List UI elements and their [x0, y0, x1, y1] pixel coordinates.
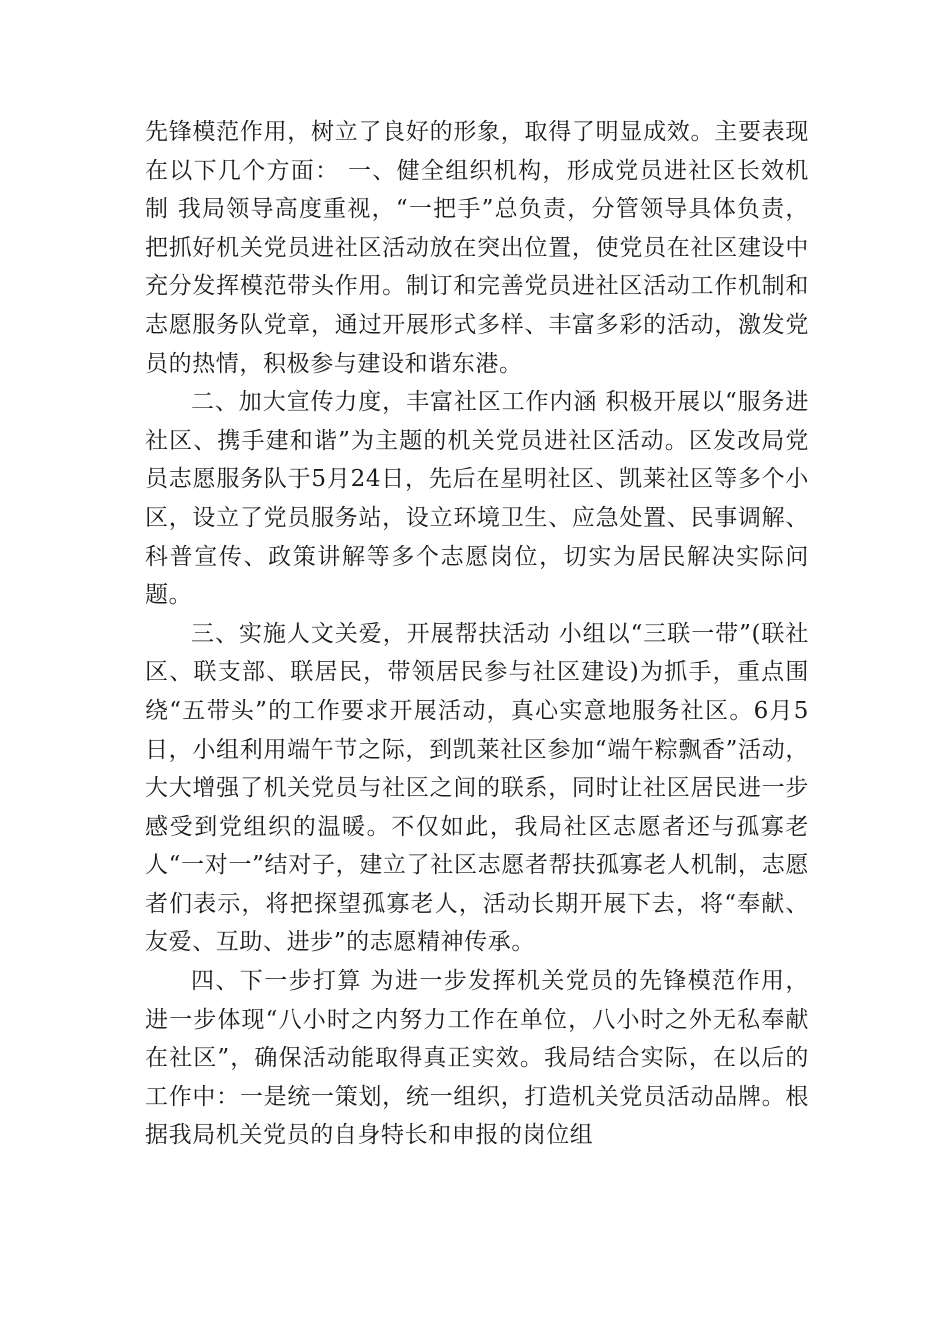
paragraph-section-four: 四、下一步打算 为进一步发挥机关党员的先锋模范作用，进一步体现“八小时之内努力工作在单位，八小时之外无私奉献在社区”，确保活动能取得真正实效。我局结合实际，在以后的工作中：一是统一策划，统一组织，打造机关党员活动品牌。根据我局机关党员的自身特长和申报的岗位组 [145, 968, 809, 1149]
paragraph-section-three: 三、实施人文关爱，开展帮扶活动 小组以“三联一带”(联社区、联支部、联居民，带领居民参与社区建设)为抓手，重点围绕“五带头”的工作要求开展活动，真心实意地服务社区。6月5日，小组利用端午节之际，到凯莱社区参加“端午粽飘香”活动，大大增强了机关党员与社区之间的联系，同时让社区居民进一步感受到党组织的温暖。不仅如此，我局社区志愿者还与孤寡老人“一对一”结对子，建立了社区志愿者帮扶孤寡老人机制，志愿者们表示，将把探望孤寡老人，活动长期开展下去，将“奉献、友爱、互助、进步”的志愿精神传承。 [145, 620, 809, 956]
paragraph-section-two: 二、加大宣传力度，丰富社区工作内涵 积极开展以“服务进社区、携手建和谐”为主题的机关党员进社区活动。区发改局党员志愿服务队于5月24日，先后在星明社区、凯莱社区等多个小区，设立了党员服务站，设立环境卫生、应急处置、民事调解、科普宣传、政策讲解等多个志愿岗位，切实为居民解决实际问题。 [145, 389, 809, 609]
document-body [145, 113, 809, 1155]
paragraph-continuation: 先锋模范作用，树立了良好的形象，取得了明显成效。主要表现在以下几个方面： 一、健全组织机构，形成党员进社区长效机制 我局领导高度重视，“一把手”总负责，分管领导具体负责，把抓好机关党员进社区活动放在突出位置，使党员在社区建设中充分发挥模范带头作用。制订和完善党员进社区活动工作机制和志愿服务队党章，通过开展形式多样、丰富多彩的活动，激发党员的热情，积极参与建设和谐东港。 [145, 119, 809, 377]
